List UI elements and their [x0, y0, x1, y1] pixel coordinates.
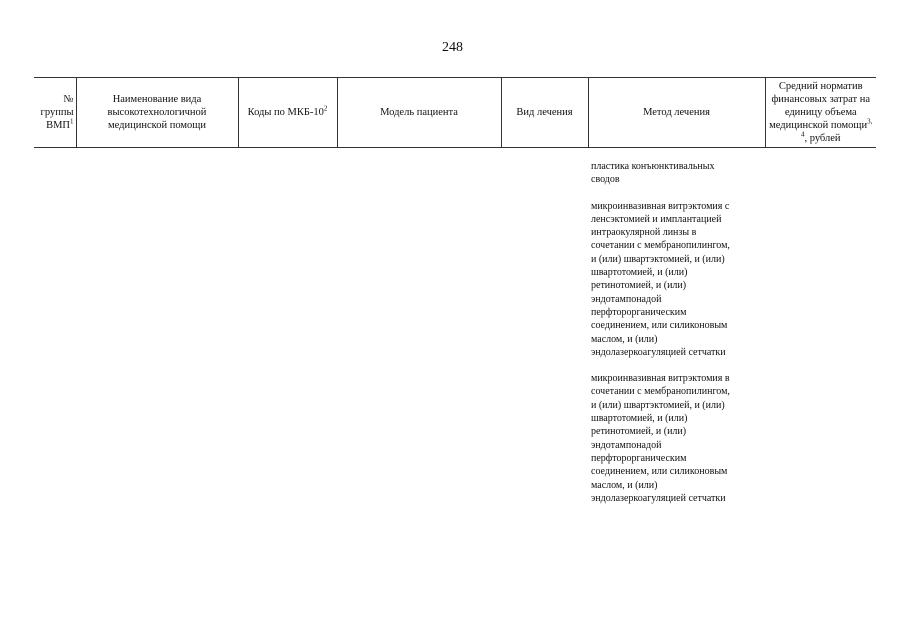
header-cost-standard: Средний норматив финансовых затрат на единицу объема медицинской помощи$^{3, 4}$, рублей — [765, 78, 876, 148]
header-treatment-type: Вид лечения — [501, 78, 588, 148]
vmp-table — [34, 77, 876, 148]
header-treatment-method: Метод лечения — [588, 78, 765, 148]
page-number: 248 — [442, 40, 463, 55]
method-item: микроинвазивная витрэктомия в сочетании с мембранопилингом, и (или) швартэктомией, и (или) швартотомией, и (или) ретинотомией, и (или) эндотампонадой перфторорганическим соединением, или силиконовым маслом, и (или) эндолазеркоагуляцией сетчатки — [591, 373, 730, 504]
header-group-number: № группы ВМП$^1$ — [34, 78, 76, 148]
header-patient-model: Модель пациента — [337, 78, 501, 148]
table-header-row — [34, 78, 876, 148]
header-icd-codes: Коды по МКБ-$10^2$ — [238, 78, 337, 148]
treatment-method-column — [591, 160, 759, 518]
header-vmp-name: Наименование вида высокотехнологичной медицинской помощи — [76, 78, 238, 148]
method-item: пластика конъюнктивальных сводов — [591, 161, 715, 186]
method-item: микроинвазивная витрэктомия с ленсэктомией и имплантацией интраокулярной линзы в сочетании с мембранопилингом, и (или) швартэктомией, и (или) швартотомией, и (или) ретинотомией, и (или) эндотампонадой перфторорганическим соединением, или силиконовым маслом, и (или) эндолазеркоагуляцией сетчатки — [591, 200, 730, 358]
